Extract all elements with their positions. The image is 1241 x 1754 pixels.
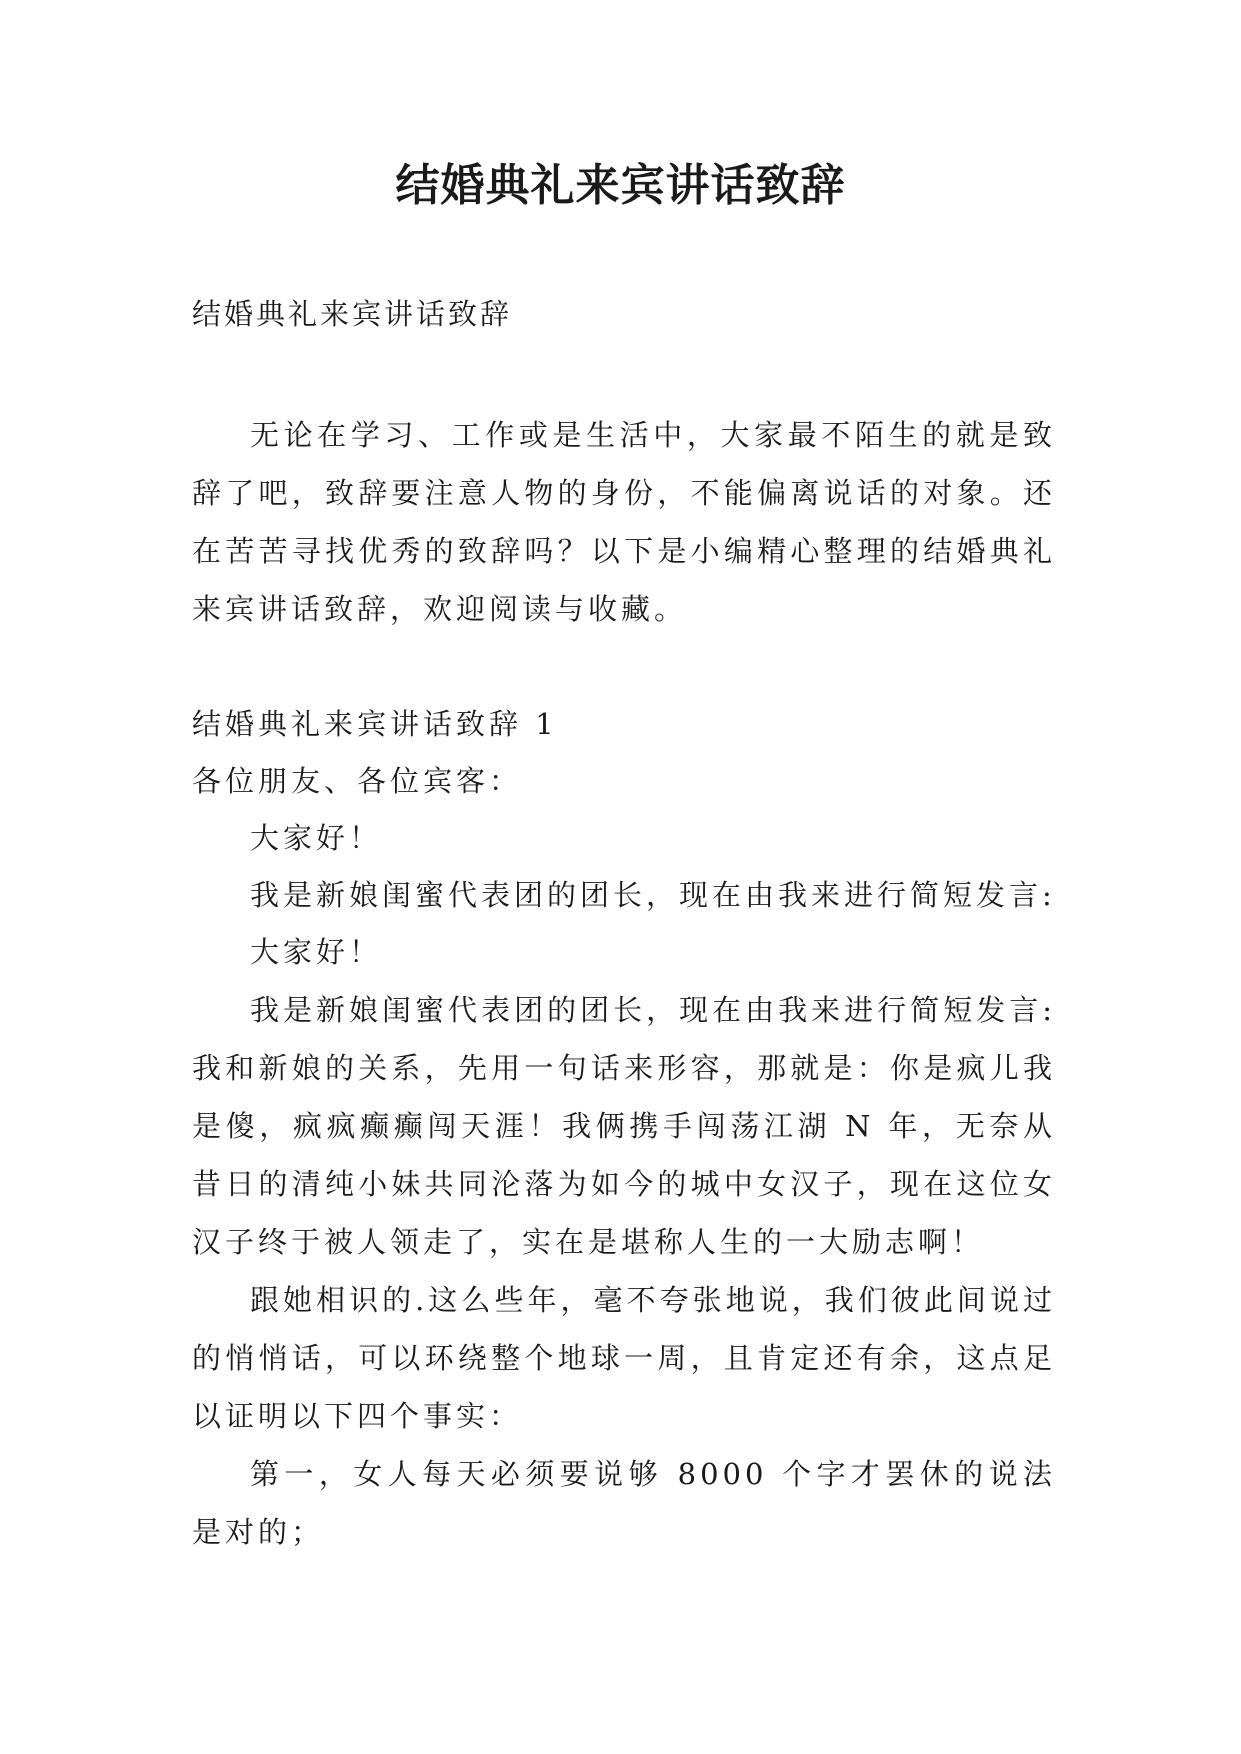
- body-paragraph: 跟她相识的.这么些年，毫不夸张地说，我们彼此间说过的悄悄话，可以环绕整个地球一周，且肯定还有余，这点足以证明以下四个事实：: [192, 1283, 1056, 1433]
- greeting-line: 大家好！: [250, 821, 383, 855]
- statement-line: 我是新娘闺蜜代表团的团长，现在由我来进行简短发言:: [250, 878, 1056, 912]
- document-title: 结婚典礼来宾讲话致辞: [395, 160, 846, 211]
- intro-paragraph: 无论在学习、工作或是生活中，大家最不陌生的就是致辞了吧，致辞要注意人物的身份，不能偏离说话的对象。还在苦苦寻找优秀的致辞吗？以下是小编精心整理的结婚典礼来宾讲话致辞，欢迎阅读与收藏。: [192, 418, 1056, 626]
- body-paragraph: 第一，女人每天必须要说够 8000 个字才罢休的说法是对的；: [192, 1457, 1056, 1549]
- body-paragraph: 我是新娘闺蜜代表团的团长，现在由我来进行简短发言:我和新娘的关系，先用一句话来形容，那就是：你是疯儿我是傻，疯疯癫癫闯天涯！我俩携手闯荡江湖 N 年，无奈从昔日的清纯小妹共同沦落为如今的城中女汉子，现在这位女汉子终于被人领走了，实在是堪称人生的一大励志啊！: [192, 993, 1056, 1259]
- document-subtitle: 结婚典礼来宾讲话致辞: [192, 297, 513, 331]
- salutation: 各位朋友、各位宾客：: [192, 764, 523, 798]
- section-heading: 结婚典礼来宾讲话致辞 1: [192, 707, 558, 741]
- speech-body: [192, 696, 1056, 1561]
- greeting-line: 大家好！: [250, 935, 383, 969]
